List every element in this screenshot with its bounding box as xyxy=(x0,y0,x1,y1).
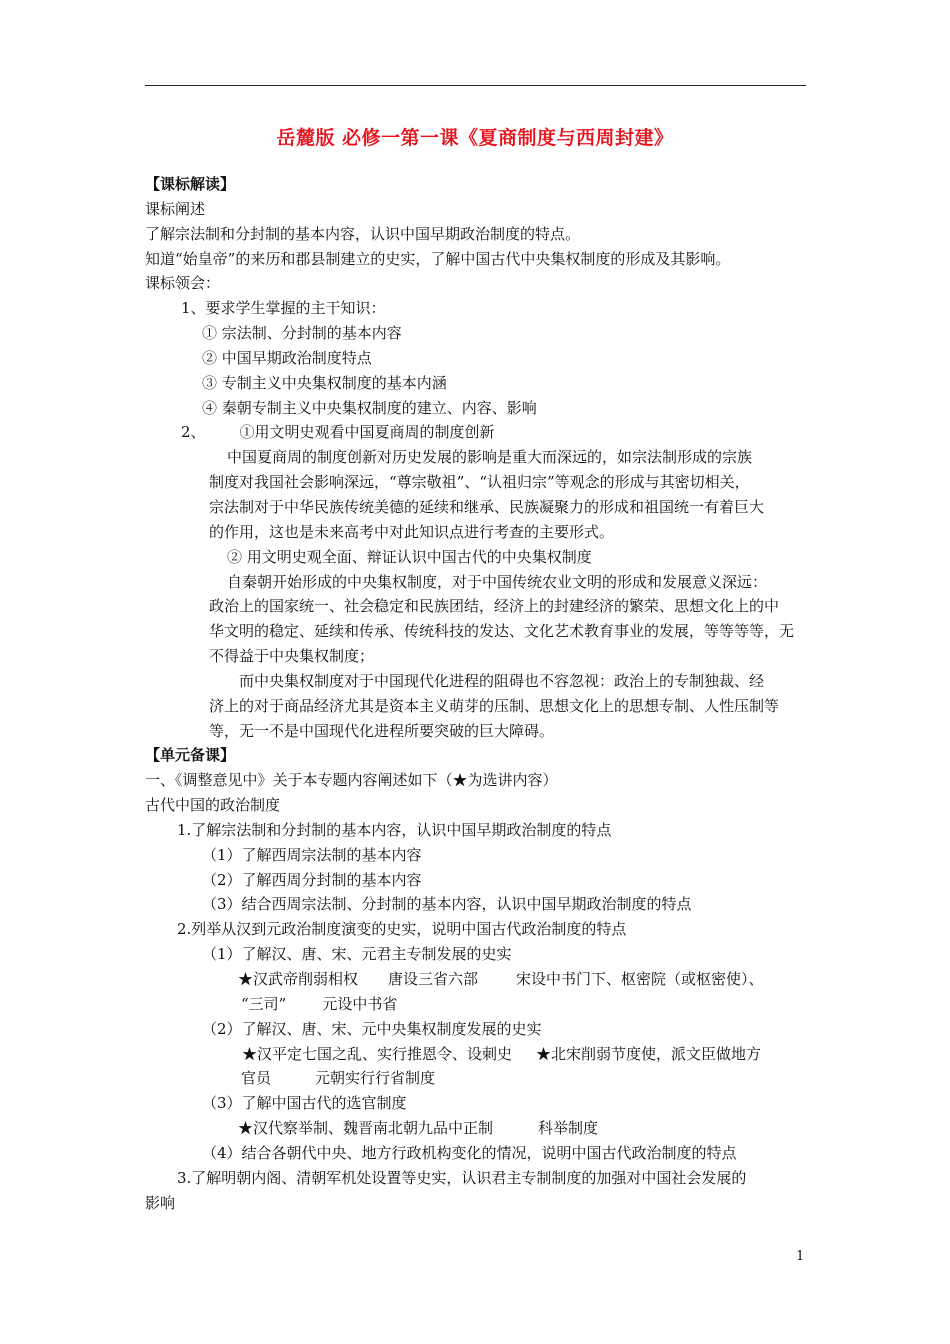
list-item: （3）了解中国古代的选官制度 xyxy=(202,1094,407,1113)
list-item: （2）了解汉、唐、宋、元中央集权制度发展的史实 xyxy=(202,1019,542,1038)
list-item: 1、要求学生掌握的主干知识： xyxy=(181,299,386,318)
list-item xyxy=(145,1042,815,1067)
list-text: 唐设三省六部 xyxy=(388,970,479,988)
list-text: ★汉平定七国之乱、实行推恩令、设刺史 xyxy=(242,1044,513,1063)
paragraph-line: 了解宗法制和分封制的基本内容，认识中国早期政治制度的特点。 xyxy=(145,224,581,243)
list-item: ① 宗法制、分封制的基本内容 xyxy=(202,324,402,343)
paragraph-line: 华文明的稳定、延续和传承、传统科技的发达、文化艺术教育事业的发展，等等等等，无 xyxy=(209,622,795,641)
subheading: 课标阐述 xyxy=(145,199,206,218)
list-text: ①用文明史观看中国夏商周的制度创新 xyxy=(239,423,495,442)
subheading: 课标领会： xyxy=(145,274,221,293)
list-text: ★北宋削弱节度使，派文臣做地方 xyxy=(536,1044,762,1063)
list-item: 3.了解明朝内阁、清朝军机处设置等史实，认识君主专制制度的加强对中国社会发展的 xyxy=(177,1168,747,1187)
paragraph-line: 宗法制对于中华民族传统美德的延续和继承、民族凝聚力的形成和祖国统一有着巨大 xyxy=(209,497,765,516)
paragraph-line: 一、《调整意见中》关于本专题内容阐述如下（★为选讲内容） xyxy=(145,771,558,790)
list-text: 元设中书省 xyxy=(322,994,398,1013)
page-number: 1 xyxy=(796,1249,805,1264)
list-item: （1）了解西周宗法制的基本内容 xyxy=(202,845,422,864)
paragraph-line: 政治上的国家统一、社会稳定和民族团结，经济上的封建经济的繁荣、思想文化上的中 xyxy=(209,597,780,616)
list-item: （1）了解汉、唐、宋、元君主专制发展的史实 xyxy=(202,945,512,964)
list-text: 宋设中书门下、枢密院（或枢密使）、 xyxy=(516,970,764,988)
list-text: ★汉武帝削弱相权 xyxy=(238,970,359,988)
list-item xyxy=(145,420,815,445)
list-number: 2、 xyxy=(181,423,206,442)
list-item: （2）了解西周分封制的基本内容 xyxy=(202,870,422,889)
list-item xyxy=(145,967,815,992)
subheading: 古代中国的政治制度 xyxy=(145,796,281,815)
list-text: “三司” xyxy=(241,994,287,1013)
list-item: ④ 秦朝专制主义中央集权制度的建立、内容、影响 xyxy=(202,398,537,417)
page-title: 岳麓版 必修一第一课《夏商制度与西周封建》 xyxy=(276,127,674,149)
list-item: （4）结合各朝代中央、地方行政机构变化的情况，说明中国古代政治制度的特点 xyxy=(202,1143,737,1162)
section-heading: 【课标解读】 xyxy=(145,175,236,193)
list-item: ② 中国早期政治制度特点 xyxy=(202,348,372,367)
list-item xyxy=(145,1116,815,1141)
paragraph-line: 济上的对于商品经济尤其是资本主义萌芽的压制、思想文化上的思想专制、人性压制等 xyxy=(209,696,780,715)
list-item: ③ 专制主义中央集权制度的基本内涵 xyxy=(202,373,447,392)
list-item xyxy=(145,1066,815,1091)
paragraph-line: 知道“始皇帝”的来历和郡县制建立的史实，了解中国古代中央集权制度的形成及其影响。 xyxy=(145,249,731,268)
list-item xyxy=(145,992,815,1017)
list-item: ② 用文明史观全面、辩证认识中国古代的中央集权制度 xyxy=(227,547,592,566)
list-text: ★汉代察举制、魏晋南北朝九品中正制 xyxy=(238,1119,494,1138)
paragraph-line: 影响 xyxy=(145,1193,176,1212)
paragraph-line: 的作用，这也是未来高考中对此知识点进行考查的主要形式。 xyxy=(209,522,615,541)
paragraph-line: 自秦朝开始形成的中央集权制度，对于中国传统农业文明的形成和发展意义深远： xyxy=(227,572,768,591)
list-text: 官员 xyxy=(241,1069,272,1088)
section-heading: 【单元备课】 xyxy=(145,746,236,765)
list-text: 科举制度 xyxy=(538,1119,599,1138)
list-item: （3）结合西周宗法制、分封制的基本内容，认识中国早期政治制度的特点 xyxy=(202,895,692,914)
paragraph-line: 中国夏商周的制度创新对历史发展的影响是重大而深远的，如宗法制形成的宗族 xyxy=(227,448,753,467)
list-item: 1.了解宗法制和分封制的基本内容，认识中国早期政治制度的特点 xyxy=(177,820,612,839)
paragraph-line: 制度对我国社会影响深远，“尊宗敬祖”、“认祖归宗”等观念的形成与其密切相关， xyxy=(209,473,750,492)
paragraph-line: 等，无一不是中国现代化进程所要突破的巨大障碍。 xyxy=(209,721,555,740)
list-text: 元朝实行行省制度 xyxy=(315,1069,436,1088)
header-rule xyxy=(145,85,806,86)
list-item: 2.列举从汉到元政治制度演变的史实，说明中国古代政治制度的特点 xyxy=(177,920,627,939)
paragraph-line: 不得益于中央集权制度； xyxy=(209,647,375,666)
paragraph-line: 而中央集权制度对于中国现代化进程的阻碍也不容忽视：政治上的专制独裁、经 xyxy=(239,671,765,690)
document-body xyxy=(145,172,815,1215)
